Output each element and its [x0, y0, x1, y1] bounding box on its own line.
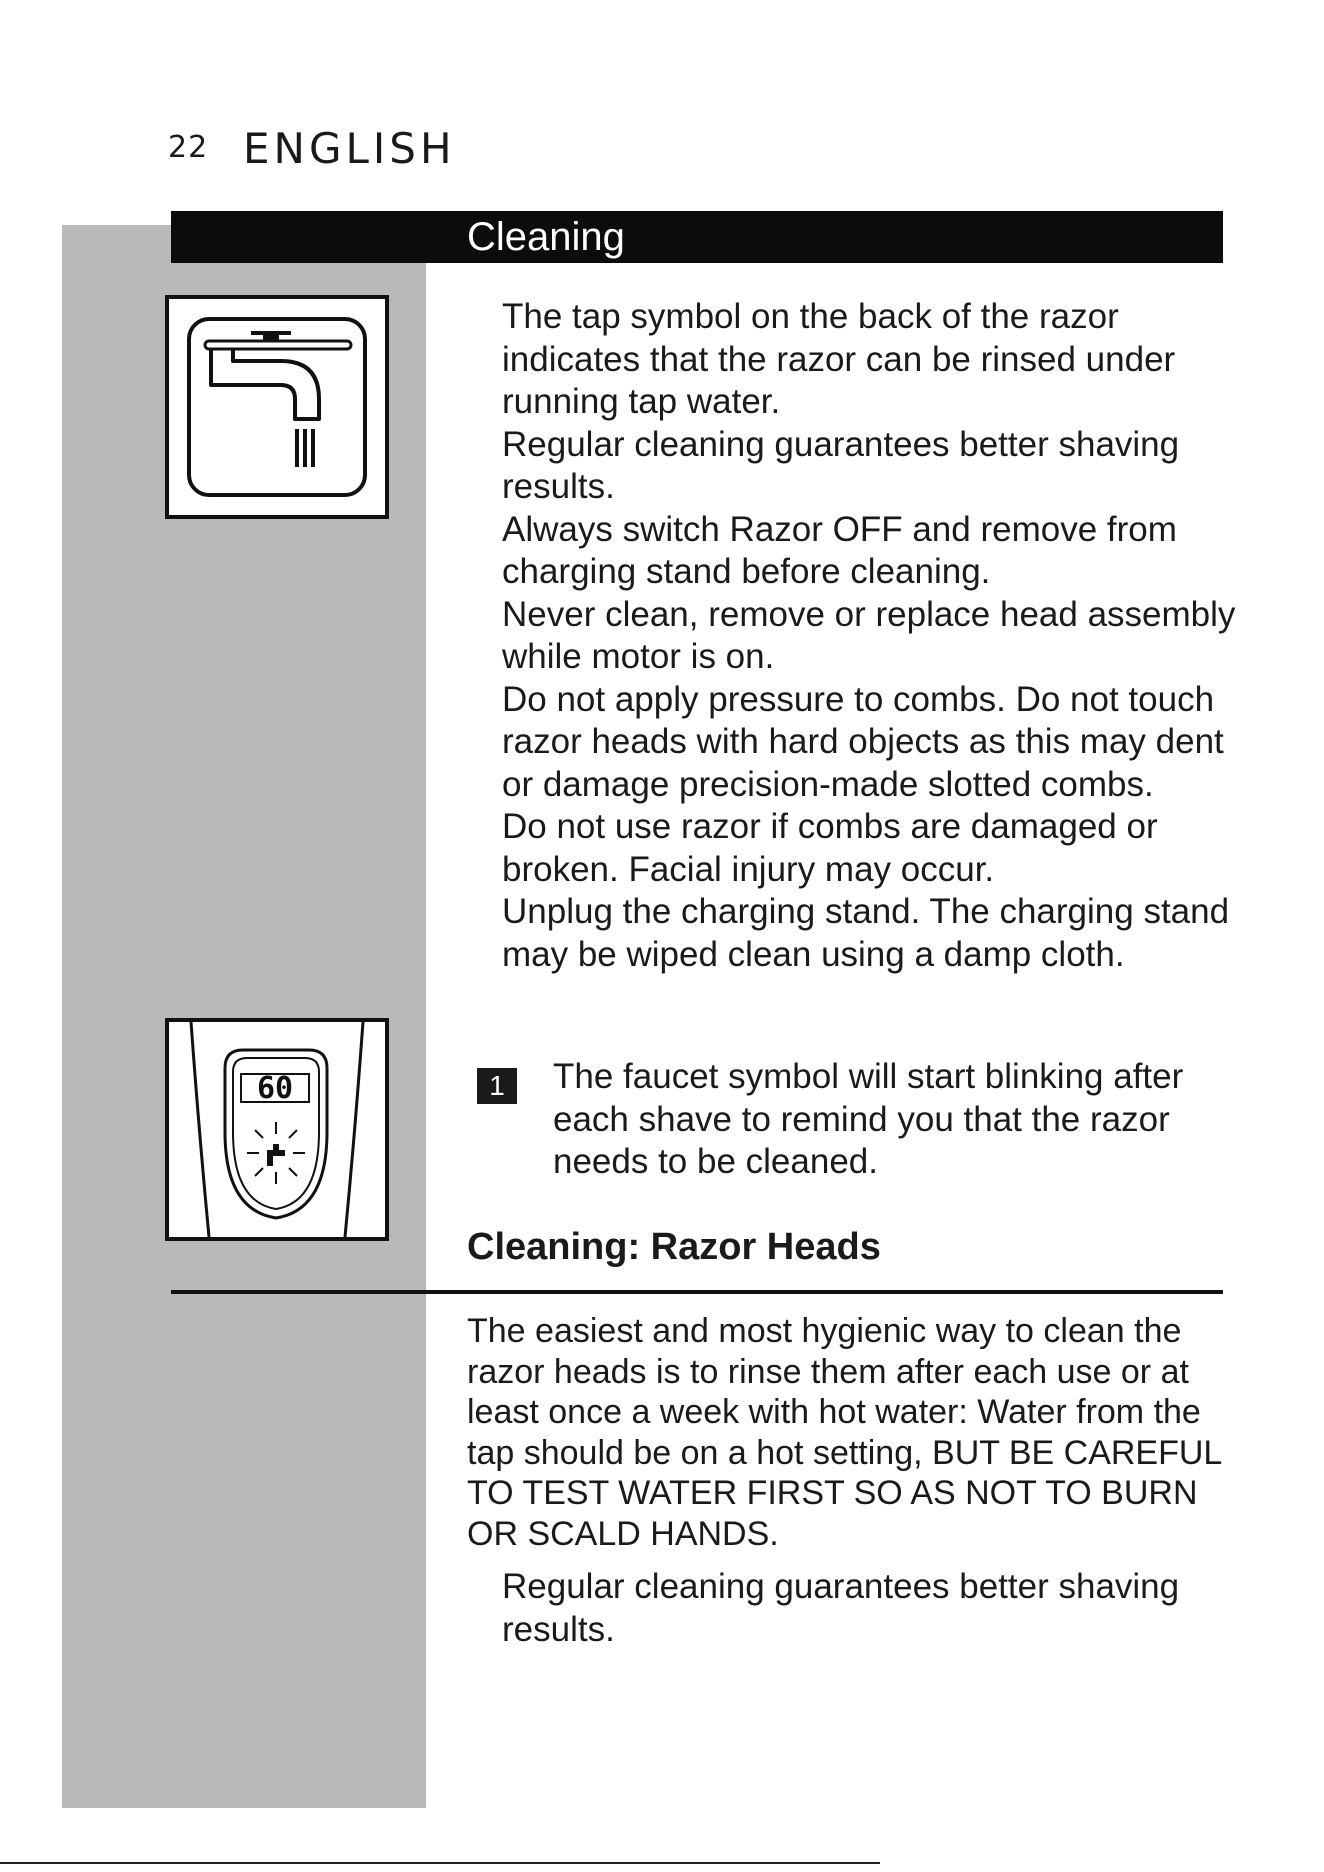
intro-paragraph: Do not use razor if combs are damaged or broken. Facial injury may occur. [502, 807, 1158, 889]
step-number-badge: 1 [477, 1068, 517, 1104]
page-bottom-rule [0, 1862, 880, 1864]
section-divider [171, 1290, 1223, 1294]
tap-symbol-icon [169, 299, 385, 515]
section-title: Cleaning [467, 215, 625, 259]
intro-paragraph: Unplug the charging stand. The charging stand may be wiped clean using a damp cloth. [502, 892, 1230, 974]
step-1-text: The faucet symbol will start blinking after each shave to remind you that the razor needs to be cleaned. [553, 1057, 1184, 1181]
intro-paragraph: Regular cleaning guarantees better shaving results. [502, 424, 1180, 506]
language-heading: ENGLISH [243, 124, 456, 173]
intro-text [502, 296, 1242, 976]
razor-heads-paragraph: The easiest and most hygienic way to clean the razor heads is to rinse them after each use or at least once a week with hot water: Water from the tap should be on a hot setting, BUT BE CAREFUL TO TEST WATER FIRST SO AS NOT TO BURN OR SCALD HANDS. [467, 1312, 1222, 1553]
tap-symbol-figure [165, 295, 389, 519]
intro-paragraph: The tap symbol on the back of the razor indicates that the razor can be rinsed under running tap water. [502, 297, 1176, 421]
razor-display-figure [165, 1018, 389, 1241]
closing-paragraph: Regular cleaning guarantees better shaving results. [502, 1567, 1180, 1649]
subsection-title: Cleaning: Razor Heads [467, 1226, 881, 1268]
razor-display-faucet-icon [169, 1022, 385, 1237]
section-title-bar [171, 211, 1223, 263]
intro-paragraph: Never clean, remove or replace head assembly while motor is on. [502, 594, 1236, 676]
display-reading: 60 [256, 1071, 294, 1106]
intro-paragraph: Do not apply pressure to combs. Do not touch razor heads with hard objects as this may dent or damage precision-made slotted combs. [502, 679, 1224, 804]
intro-paragraph: Always switch Razor OFF and remove from charging stand before cleaning. [502, 509, 1177, 591]
page-number: 22 [168, 130, 209, 165]
